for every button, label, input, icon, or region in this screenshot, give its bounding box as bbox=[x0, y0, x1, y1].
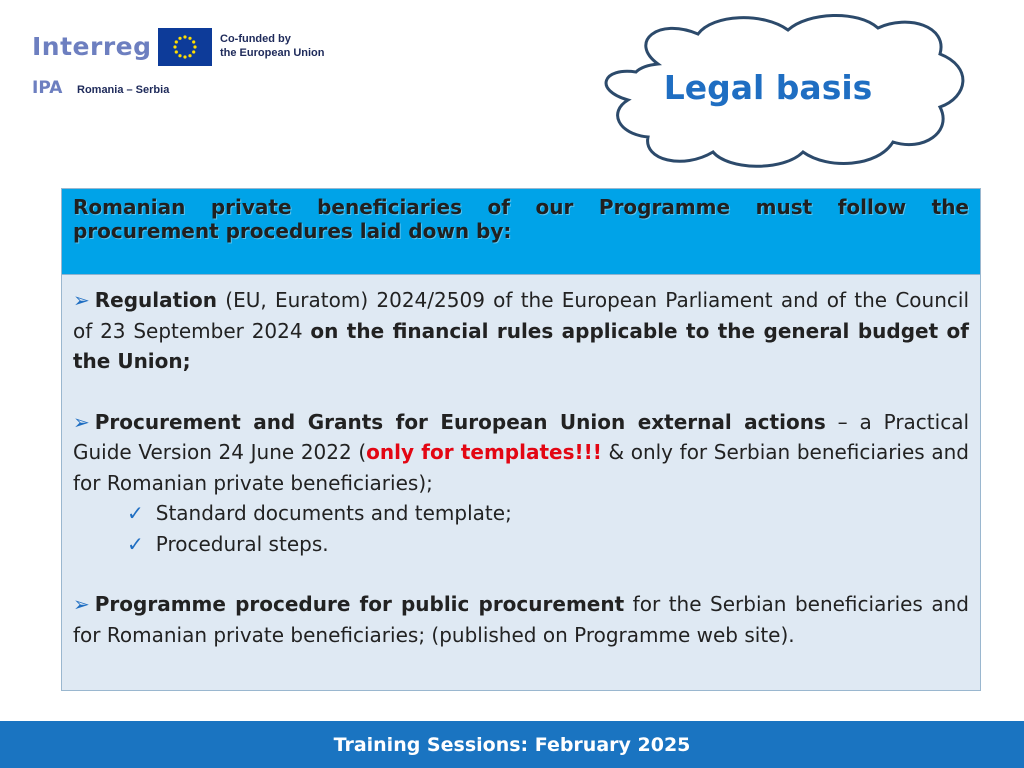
title-cloud bbox=[588, 12, 972, 170]
footer-bar bbox=[0, 721, 1024, 768]
list-item-programme-procedure bbox=[73, 589, 969, 650]
procedure-text: for the Serbian beneficiaries and for Romanian private beneficiaries; (published on Programme web site bbox=[73, 592, 969, 647]
regulation-scope: on the financial rules applicable to the general budget of the Union; bbox=[73, 318, 969, 373]
list-item-practical-guide bbox=[73, 407, 969, 499]
guide-text-1: – a Practical Guide Version 24 June 2022 ( bbox=[73, 409, 970, 464]
cofunded-line-2: the European Union bbox=[220, 47, 325, 59]
arrow-bullet-icon: ➢ bbox=[73, 409, 90, 434]
procedure-end: ). bbox=[780, 622, 795, 647]
page-title: Legal basis bbox=[663, 67, 873, 107]
logo-block bbox=[30, 24, 350, 104]
check-item-text: Procedural steps. bbox=[155, 531, 329, 556]
cofunded-line-1: Co-funded by bbox=[220, 33, 291, 45]
region-label: Romania – Serbia bbox=[77, 84, 170, 96]
checkmark-icon: ✓ bbox=[127, 501, 144, 525]
check-item-text: Standard documents and template; bbox=[155, 501, 512, 525]
table-body bbox=[62, 275, 980, 650]
header-text: Romanian private beneficiaries of our Programme must follow the procurement procedures laid down by: bbox=[73, 195, 969, 243]
checkmark-icon: ✓ bbox=[127, 531, 144, 556]
guide-text-2: & only for Serbian beneficiaries and for Romanian private beneficiaries); bbox=[73, 440, 969, 495]
arrow-bullet-icon: ➢ bbox=[73, 288, 90, 312]
check-item bbox=[127, 529, 969, 560]
guide-title: Procurement and Grants for European Union external actions bbox=[94, 409, 826, 434]
eu-flag-icon bbox=[158, 28, 212, 66]
regulation-title: Regulation bbox=[94, 288, 218, 312]
cofunded-label bbox=[220, 32, 370, 60]
footer-text: Training Sessions: February 2025 bbox=[333, 733, 691, 756]
templates-warning: only for templates!!! bbox=[366, 440, 602, 464]
content-table bbox=[61, 188, 981, 691]
arrow-bullet-icon: ➢ bbox=[73, 592, 90, 616]
guide-checklist bbox=[73, 498, 969, 559]
interreg-logo: Interreg bbox=[32, 32, 152, 61]
ipa-logo: IPA bbox=[32, 78, 63, 98]
procedure-title: Programme procedure for public procurement bbox=[94, 592, 625, 616]
regulation-text: (EU, Euratom) 2024/2509 of the European Parliament and of the Council of 23 September 2024 bbox=[73, 288, 969, 343]
check-item bbox=[127, 498, 969, 529]
list-item-regulation bbox=[73, 285, 969, 377]
table-header bbox=[62, 189, 980, 275]
